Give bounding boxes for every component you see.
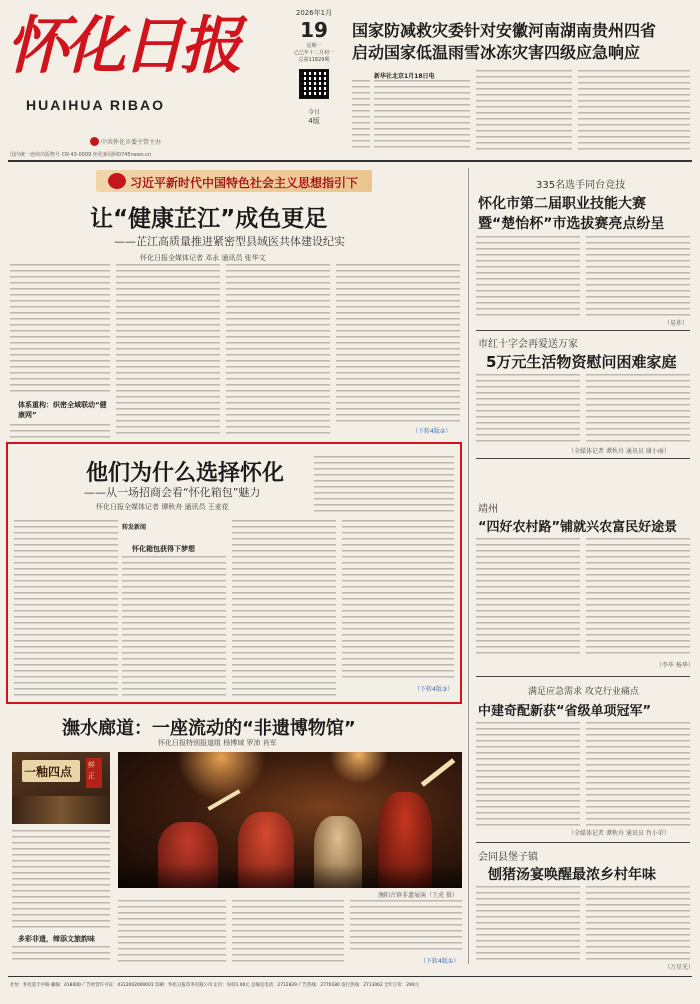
wushui-col1b [12,946,110,962]
featured-title: 他们为什么选择怀化 [86,461,285,486]
lead-title-line1: 国家防减救灾委针对安徽河南湖南贵州四省 [352,21,657,40]
sign-text: 一釉四点 [24,765,73,779]
jingzhou-col2 [586,538,690,658]
lead-body-col2 [476,70,572,152]
sign-text-2: 鲜正 [88,761,95,780]
ambulance-col1 [476,722,580,826]
market-end: （全媒体记者 谭秋舟 通讯员 谢小丽） [568,448,670,455]
ambulance-end: （全媒体记者 谭秋舟 通讯员 肖小荣） [568,830,670,837]
recruit-title-line1: 怀化市第二届职业技能大赛 [478,196,646,212]
zhijiang-subtitle: ——芷江高质量推进紧密型县域医共体建设纪实 [114,235,345,248]
pig-feast-col1 [476,886,580,962]
ambulance-kicker: 满足应急需求 攻克行业痛点 [528,687,639,697]
party-seal-icon [90,137,99,146]
recruit-kicker: 335名选手同台竞技 [536,180,626,191]
date-block [288,8,340,150]
logo-text: 怀化日报 [6,9,239,82]
banner-flag-icon [108,173,126,189]
recruit-col1 [476,236,580,318]
wushui-byline: 怀化日报特别报道组 杨博域 罗沛 肖军 [158,739,277,747]
column-divider [468,168,469,964]
wushui-more-link[interactable]: （下转4版①） [420,958,460,965]
wushui-photo-caption: 潕阳古镇非遗展演（王虎 摄） [378,892,458,899]
divider-jingzhou [476,676,690,677]
featured-section-head-2: 转发新闻 [122,524,147,531]
zhijiang-byline: 怀化日报全媒体记者 邓永 通讯员 张华文 [140,254,266,262]
featured-subtitle: ——从一场招商会看“怀化箱包”魅力 [84,486,261,499]
wushui-main-photo [118,752,462,888]
featured-more-link[interactable]: （下转4版③） [414,686,454,693]
cn-code: 国内统一连续出版物号 CN 43-0009 怀化新闻网0745news.cn [10,152,152,158]
lead-body-col1 [374,80,470,152]
ambulance-title: 中建奇配新获“省级单项冠军” [478,704,652,719]
featured-col3 [232,520,336,696]
jingzhou-end: （李毕 杨华） [656,662,694,669]
pig-feast-title: 刨猪汤宴唤醒最浓乡村年味 [488,867,656,883]
recruit-end: （易祚） [664,320,689,327]
recruit-col2 [586,236,690,318]
jingzhou-col1 [476,538,580,658]
pages-count: 4版 [308,117,320,125]
date-year-month: 2026年1月 [295,9,333,17]
masthead-logo [6,6,276,86]
featured-byline: 怀化日报全媒体记者 谭秋舟 通讯员 王麦花 [96,503,229,511]
featured-col1 [14,520,118,696]
zhijiang-col1b [10,424,110,438]
wushui-col4 [350,900,462,954]
zhijiang-section-head: 体系重构：织密全域联动“健康网” [18,401,107,419]
wushui-col1 [12,830,110,930]
pig-feast-end: （万星光） [664,964,695,971]
market-title: 5万元生活物资慰问困难家庭 [486,353,677,371]
zhijiang-col4 [336,264,460,424]
today-label: 今日 [307,109,320,116]
footer-divider [8,976,692,977]
issue-number: 总第11829期 [298,57,330,63]
wushui-section-head: 多彩非遗，缔添文旅韵味 [18,935,95,943]
featured-col4 [342,520,454,680]
ambulance-col2 [586,722,690,826]
recruit-title-line2: 暨“楚怡杯”市选拔赛亮点纷呈 [478,216,665,232]
date-lunar: 乙巳年十二月初一 [293,50,334,56]
lead-body-col0 [352,80,370,152]
footer-text: 社址：怀化迎丰中路 邮编：418000 广告经营许可证：4312002000001 印刷：怀化日报印务有限公司 定价：每份1.00元 总编室电话：2712829 广告热线：2776180 发行热线：2713062 全年订价：290元 [10,983,419,988]
zhijiang-col3 [226,264,330,438]
qr-code-icon [299,69,329,99]
lead-dateline: 新华社北京1月18日电 [374,73,435,80]
logo-pinyin: HUAIHUA RIBAO [26,97,166,113]
wushui-col3 [232,900,344,964]
wushui-title: 潕水廊道：一座流动的“非遗博物馆” [62,718,356,739]
featured-section-head: 怀化箱包获得下梦想 [132,545,195,553]
pig-feast-col2 [586,886,690,962]
pig-feast-kicker: 会同县堡子镇 [478,852,538,863]
featured-body-right [314,456,454,514]
featured-col2 [122,556,226,696]
market-kicker: 市红十字会再爱送万家 [478,339,578,350]
zhijiang-col2 [116,264,220,438]
wushui-sign-photo [12,752,110,824]
masthead-divider [8,160,692,162]
market-col2 [586,374,690,446]
party-line: 中共怀化市委主管主办 [101,139,162,146]
lead-title-line2: 启动国家低温雨雪冰冻灾害四级应急响应 [352,43,641,62]
zhijiang-col1 [10,264,110,396]
jingzhou-title: “四好农村路”铺就兴农富民好途景 [478,520,678,535]
zhijiang-more-link[interactable]: （下转4版②） [412,428,452,435]
lead-body-col3 [578,70,690,152]
date-day: 19 [300,18,328,42]
divider-ambulance [476,842,690,843]
zhijiang-title: 让“健康芷江”成色更足 [90,206,328,232]
banner-text: 习近平新时代中国特色社会主义思想指引下 [130,176,359,190]
divider-recruit [476,330,690,331]
market-col1 [476,374,580,446]
wushui-col2 [118,900,226,964]
jingzhou-kicker: 靖州 [478,504,498,515]
date-weekday: 星期一 [306,43,322,49]
divider-market [476,458,690,459]
